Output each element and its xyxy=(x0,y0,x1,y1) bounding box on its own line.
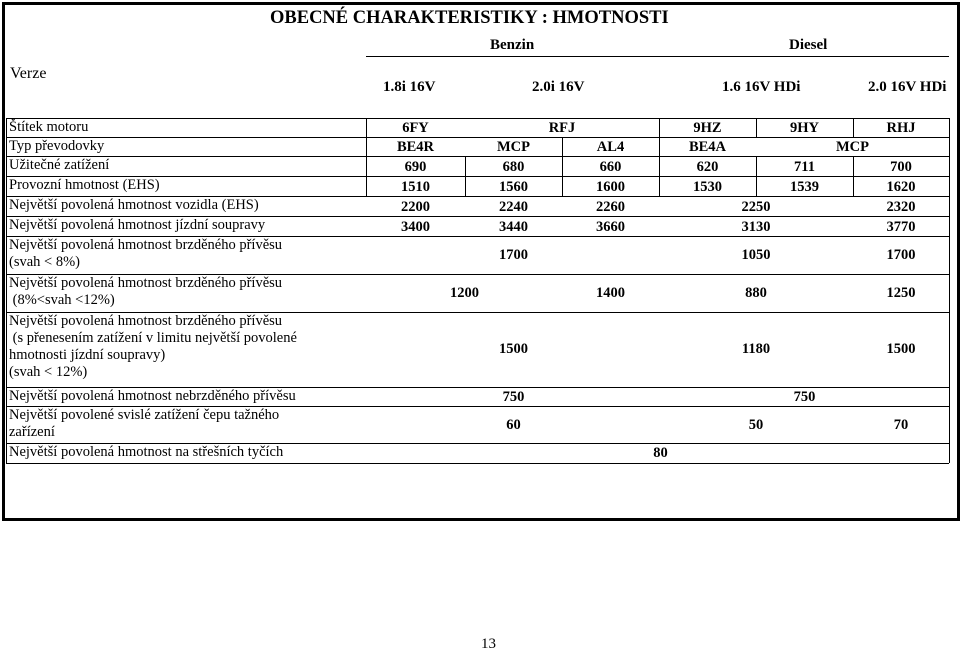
fuel-header-diesel: Diesel xyxy=(789,37,828,53)
version-header-label: Verze xyxy=(10,65,47,82)
row-label-towbar-load xyxy=(9,407,279,441)
cell-payload: 711 xyxy=(794,159,815,175)
cell-engine-code: 9HZ xyxy=(693,120,722,136)
row-label-max-train-weight: Největší povolená hmotnost jízdní soupravy xyxy=(9,217,266,233)
cell-roof-bars: 80 xyxy=(653,445,668,461)
cell-engine-code: 9HY xyxy=(790,120,819,136)
fuel-header-benzin: Benzin xyxy=(490,37,535,53)
label-line: Největší povolená hmotnost brzděného přívěsu xyxy=(9,237,283,253)
label-line: zařízení xyxy=(9,424,55,440)
cell-max-vehicle-weight: 2200 xyxy=(401,199,430,215)
cell-operating-weight: 1600 xyxy=(596,179,625,195)
cell-gearbox: AL4 xyxy=(596,139,625,155)
cell-braked-trailer-transfer: 1180 xyxy=(741,341,771,357)
cell-operating-weight: 1560 xyxy=(499,179,528,195)
cell-towbar-load: 50 xyxy=(748,417,764,433)
cell-max-vehicle-weight: 2240 xyxy=(499,199,528,215)
cell-max-train-weight: 3130 xyxy=(741,219,771,235)
cell-payload: 660 xyxy=(599,159,622,175)
label-line: Největší povolené svislé zatížení čepu tažného xyxy=(9,407,280,423)
version-1-8i: 1.8i 16V xyxy=(383,79,436,95)
cell-braked-trailer-8: 1050 xyxy=(741,247,771,263)
cell-max-vehicle-weight: 2260 xyxy=(596,199,625,215)
cell-payload: 690 xyxy=(404,159,427,175)
row-label-max-vehicle-weight: Největší povolená hmotnost vozidla (EHS) xyxy=(9,197,259,213)
cell-max-vehicle-weight: 2320 xyxy=(886,199,916,215)
cell-braked-trailer-transfer: 1500 xyxy=(886,341,916,357)
row-label-operating-weight: Provozní hmotnost (EHS) xyxy=(9,177,160,193)
cell-braked-trailer-8-12: 1250 xyxy=(886,285,916,301)
cell-engine-code: RHJ xyxy=(886,120,916,136)
row-label-roof-bars: Největší povolená hmotnost na střešních tyčích xyxy=(9,444,284,460)
row-label-payload: Užitečné zatížení xyxy=(9,157,110,173)
cell-payload: 700 xyxy=(890,159,912,175)
cell-payload: 620 xyxy=(696,159,719,175)
cell-operating-weight: 1530 xyxy=(693,179,722,195)
version-2-0-hdi: 2.0 16V HDi xyxy=(868,79,947,95)
label-line: (svah < 8%) xyxy=(9,254,80,270)
label-line: (8%<svah <12%) xyxy=(9,292,115,308)
cell-operating-weight: 1510 xyxy=(401,179,430,195)
grid-line xyxy=(6,118,949,119)
cell-unbraked-trailer: 750 xyxy=(502,389,525,405)
cell-engine-code: 6FY xyxy=(402,120,429,136)
grid-line xyxy=(6,137,949,138)
cell-braked-trailer-8: 1700 xyxy=(499,247,528,263)
label-line: Největší povolená hmotnost brzděného přívěsu xyxy=(9,313,283,329)
cell-gearbox: MCP xyxy=(496,139,530,155)
cell-max-train-weight: 3660 xyxy=(596,219,625,235)
row-label-braked-trailer-8 xyxy=(9,237,282,271)
label-line: (s přenesením zatížení v limitu největší povolené xyxy=(9,330,297,346)
cell-max-vehicle-weight: 2250 xyxy=(741,199,771,215)
cell-max-train-weight: 3770 xyxy=(886,219,916,235)
cell-braked-trailer-8-12: 1400 xyxy=(596,285,625,301)
cell-engine-code: RFJ xyxy=(548,120,576,136)
grid-line xyxy=(6,118,7,463)
cell-braked-trailer-8: 1700 xyxy=(886,247,916,263)
row-label-engine-code: Štítek motoru xyxy=(9,119,89,135)
cell-braked-trailer-transfer: 1500 xyxy=(499,341,528,357)
cell-unbraked-trailer: 750 xyxy=(793,389,816,405)
cell-max-train-weight: 3400 xyxy=(401,219,430,235)
label-line: (svah < 12%) xyxy=(9,364,88,380)
grid-line xyxy=(949,118,950,463)
row-label-braked-trailer-transfer xyxy=(9,313,297,381)
cell-towbar-load: 70 xyxy=(893,417,909,433)
page-title: OBECNÉ CHARAKTERISTIKY : HMOTNOSTI xyxy=(270,8,669,28)
cell-braked-trailer-8-12: 880 xyxy=(745,285,767,301)
row-label-unbraked-trailer: Největší povolená hmotnost nebrzděného přívěsu xyxy=(9,388,296,404)
cell-max-train-weight: 3440 xyxy=(499,219,528,235)
cell-towbar-load: 60 xyxy=(506,417,521,433)
version-1-6-hdi: 1.6 16V HDi xyxy=(722,79,801,95)
header-divider xyxy=(366,56,949,57)
version-2-0i: 2.0i 16V xyxy=(532,79,585,95)
cell-payload: 680 xyxy=(502,159,525,175)
cell-operating-weight: 1539 xyxy=(790,179,819,195)
page-number: 13 xyxy=(481,636,496,652)
cell-braked-trailer-8-12: 1200 xyxy=(450,285,479,301)
label-line: Největší povolená hmotnost brzděného přívěsu xyxy=(9,275,283,291)
cell-operating-weight: 1620 xyxy=(886,179,916,195)
cell-gearbox: BE4R xyxy=(396,139,435,155)
grid-line xyxy=(6,463,949,464)
cell-gearbox: MCP xyxy=(835,139,869,155)
row-label-gearbox: Typ převodovky xyxy=(9,138,105,154)
cell-gearbox: BE4A xyxy=(688,139,727,155)
label-line: hmotnosti jízdní soupravy) xyxy=(9,347,166,363)
row-label-braked-trailer-8-12 xyxy=(9,275,282,309)
grid-line xyxy=(6,156,949,157)
